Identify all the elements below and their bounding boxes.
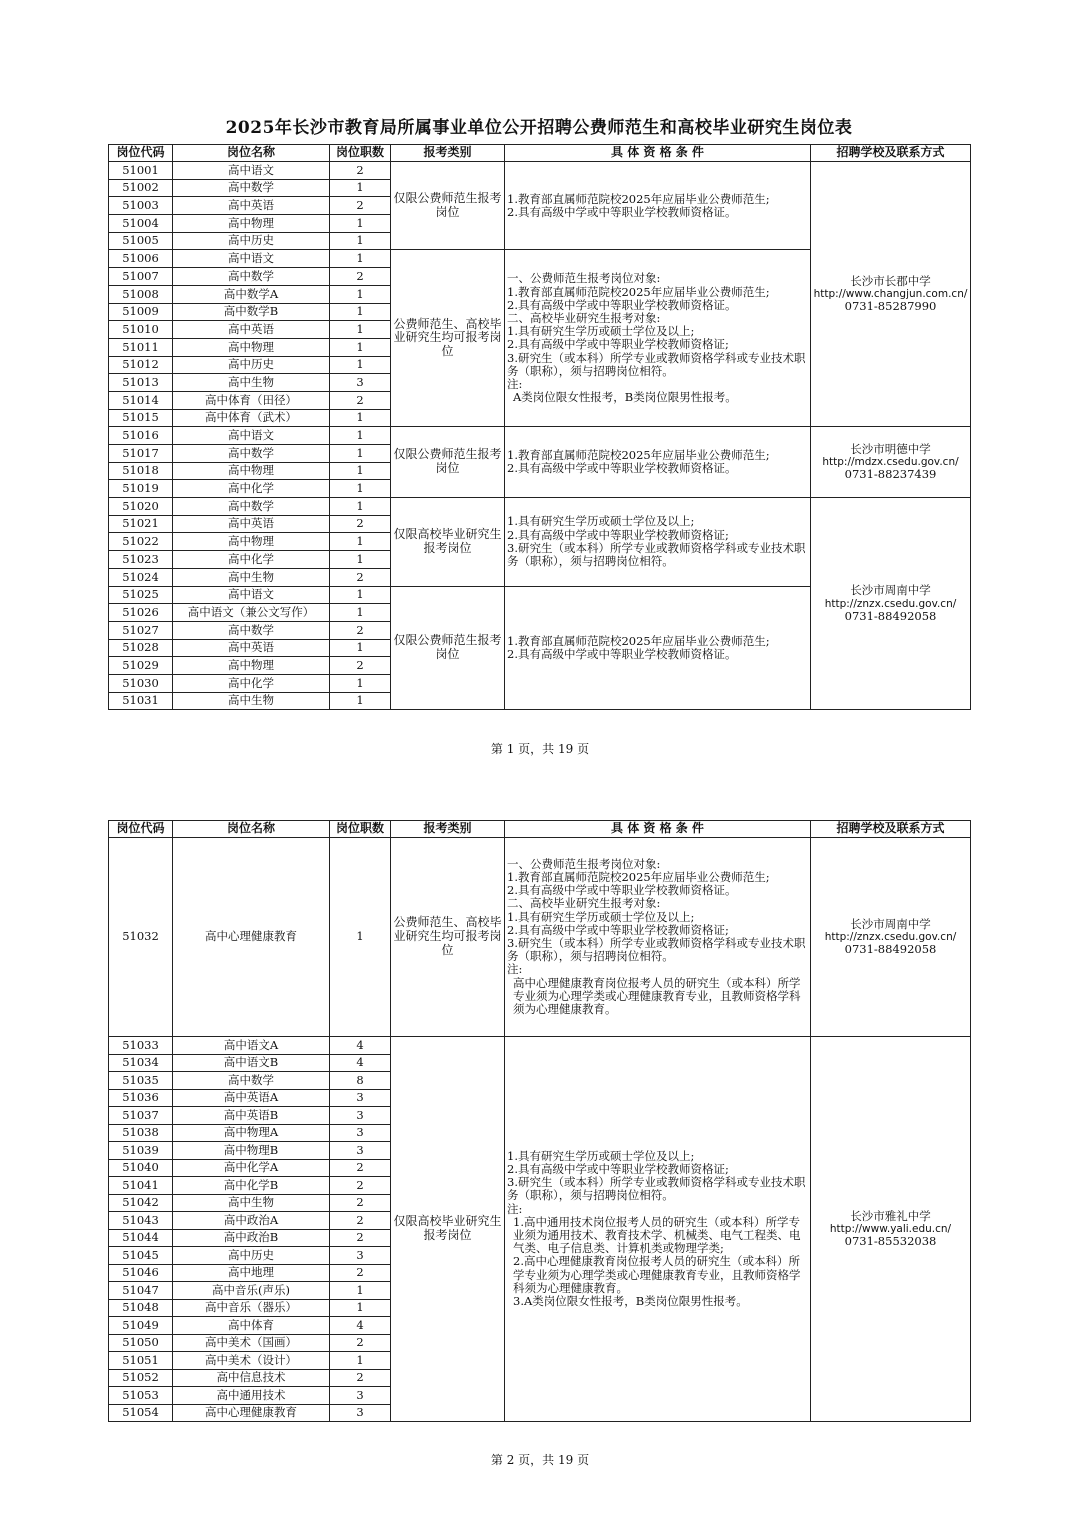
- position-count: 4: [330, 1037, 391, 1055]
- position-count: 1: [330, 179, 391, 197]
- position-count: 2: [330, 162, 391, 180]
- position-table-page-2: [108, 820, 971, 1422]
- position-code: 51005: [109, 232, 173, 250]
- position-count: 2: [330, 657, 391, 675]
- position-count: 1: [330, 285, 391, 303]
- position-name: 高中语文: [173, 586, 330, 604]
- position-name: 高中通用技术: [173, 1387, 330, 1405]
- position-code: 51002: [109, 179, 173, 197]
- position-table-page-1: [108, 144, 971, 710]
- requirement-line: 注:: [507, 377, 523, 392]
- position-code: 51031: [109, 692, 173, 710]
- position-name: 高中物理: [173, 338, 330, 356]
- header-category: 报考类别: [391, 145, 505, 162]
- position-count: 1: [330, 1352, 391, 1370]
- requirement-line: A类岗位限女性报考，B类岗位限男性报考。: [513, 390, 737, 405]
- position-code: 51032: [109, 838, 173, 1037]
- requirements-cell: [505, 427, 811, 498]
- position-code: 51033: [109, 1037, 173, 1055]
- position-count: 2: [330, 1212, 391, 1230]
- school-phone: 0731-88492058: [844, 608, 937, 623]
- position-name: 高中数学A: [173, 285, 330, 303]
- table-header-row: [109, 821, 971, 838]
- page-footer-2: 第 2 页，共 19 页: [490, 1453, 590, 1467]
- contact-cell: [811, 162, 971, 427]
- position-name: 高中物理: [173, 462, 330, 480]
- position-name: 高中数学: [173, 621, 330, 639]
- position-name: 高中生物: [173, 692, 330, 710]
- school-name: 长沙市明德中学: [850, 441, 931, 456]
- position-name: 高中信息技术: [173, 1369, 330, 1387]
- category-cell: 公费师范生、高校毕业研究生均可报考岗位: [391, 838, 505, 1037]
- position-count: 1: [330, 498, 391, 516]
- position-name: 高中数学: [173, 268, 330, 286]
- school-name: 长沙市长郡中学: [850, 273, 931, 288]
- position-code: 51004: [109, 215, 173, 233]
- position-name: 高中政治B: [173, 1229, 330, 1247]
- position-count: 1: [330, 1282, 391, 1300]
- requirement-line: 2.具有高级中学或中等职业学校教师资格证。: [507, 297, 737, 312]
- requirement-line: 2.具有高级中学或中等职业学校教师资格证。: [507, 646, 737, 661]
- header-name: 岗位名称: [173, 821, 330, 838]
- school-phone: 0731-85287990: [844, 299, 937, 314]
- position-code: 51016: [109, 427, 173, 445]
- position-name: 高中数学: [173, 498, 330, 516]
- position-count: 3: [330, 1142, 391, 1160]
- position-count: 3: [330, 1124, 391, 1142]
- requirements-cell: [505, 250, 811, 427]
- position-count: 1: [330, 338, 391, 356]
- table-row: [109, 427, 971, 445]
- contact-cell: [811, 1037, 971, 1422]
- position-code: 51001: [109, 162, 173, 180]
- position-count: 1: [330, 215, 391, 233]
- header-count: 岗位职数: [330, 145, 391, 162]
- requirement-line: 1.具有研究生学历或硕士学位及以上;: [507, 909, 695, 924]
- position-code: 51003: [109, 197, 173, 215]
- position-count: 3: [330, 1247, 391, 1265]
- position-code: 51006: [109, 250, 173, 268]
- position-count: 1: [330, 586, 391, 604]
- position-name: 高中生物: [173, 1194, 330, 1212]
- position-name: 高中体育（武术）: [173, 409, 330, 427]
- requirement-line: 2.高中心理健康教育岗位报考人员的研究生（或本科）所学专业须为心理学类或心理健康教育专业，且教师资格学科须为心理健康教育。: [513, 1254, 801, 1295]
- position-count: 1: [330, 674, 391, 692]
- requirement-line: 1.高中通用技术岗位报考人员的研究生（或本科）所学专业须为通用技术、教育技术学、机械类、电气工程类、电气类、电子信息类、计算机类或物理学类;: [513, 1214, 801, 1256]
- requirement-line: 1.教育部直属师范院校2025年应届毕业公费师范生;: [507, 191, 770, 206]
- position-count: 1: [330, 480, 391, 498]
- position-code: 51027: [109, 621, 173, 639]
- position-name: 高中化学: [173, 480, 330, 498]
- header-category: 报考类别: [391, 821, 505, 838]
- position-code: 51046: [109, 1264, 173, 1282]
- position-count: 1: [330, 427, 391, 445]
- position-name: 高中语文: [173, 162, 330, 180]
- position-count: 1: [330, 838, 391, 1037]
- requirement-line: 注:: [507, 1201, 523, 1216]
- position-code: 51051: [109, 1352, 173, 1370]
- position-count: 1: [330, 445, 391, 463]
- position-name: 高中地理: [173, 1264, 330, 1282]
- requirement-line: 2.具有高级中学或中等职业学校教师资格证;: [507, 922, 729, 937]
- position-name: 高中物理: [173, 533, 330, 551]
- page-title: 2025年长沙市教育局所属事业单位公开招聘公费师范生和高校毕业研究生岗位表: [225, 118, 853, 138]
- position-name: 高中英语: [173, 515, 330, 533]
- position-count: 2: [330, 568, 391, 586]
- position-count: 2: [330, 197, 391, 215]
- position-count: 1: [330, 462, 391, 480]
- requirement-line: 1.具有研究生学历或硕士学位及以上;: [507, 514, 695, 529]
- position-name: 高中音乐(声乐): [173, 1282, 330, 1300]
- position-code: 51009: [109, 303, 173, 321]
- position-name: 高中历史: [173, 1247, 330, 1265]
- position-code: 51049: [109, 1317, 173, 1335]
- position-name: 高中化学A: [173, 1159, 330, 1177]
- position-count: 2: [330, 515, 391, 533]
- position-code: 51023: [109, 551, 173, 569]
- position-count: 2: [330, 1159, 391, 1177]
- position-name: 高中心理健康教育: [173, 838, 330, 1037]
- position-count: 1: [330, 639, 391, 657]
- position-code: 51052: [109, 1369, 173, 1387]
- position-name: 高中音乐（器乐）: [173, 1299, 330, 1317]
- requirements-cell: [505, 586, 811, 710]
- school-url: http://www.changjun.com.cn/: [813, 288, 968, 301]
- table-row: [109, 162, 971, 180]
- requirements-cell: [505, 1037, 811, 1422]
- school-url: http://znzx.csedu.gov.cn/: [824, 930, 957, 943]
- position-name: 高中美术（国画）: [173, 1334, 330, 1352]
- requirement-line: 1.教育部直属师范院校2025年应届毕业公费师范生;: [507, 447, 770, 462]
- position-code: 51022: [109, 533, 173, 551]
- requirement-line: 一、公费师范生报考岗位对象:: [507, 856, 661, 871]
- position-name: 高中数学: [173, 1072, 330, 1090]
- school-name: 长沙市周南中学: [850, 583, 931, 598]
- school-phone: 0731-85532038: [844, 1234, 937, 1249]
- school-url: http://znzx.csedu.gov.cn/: [824, 597, 957, 610]
- requirement-line: 2.具有高级中学或中等职业学校教师资格证;: [507, 337, 729, 352]
- position-code: 51026: [109, 604, 173, 622]
- requirement-line: 3.研究生（或本科）所学专业或教师资格学科或专业技术职务（职称），须与招聘岗位相符。: [507, 936, 806, 964]
- position-code: 51021: [109, 515, 173, 533]
- position-code: 51039: [109, 1142, 173, 1160]
- school-name: 长沙市周南中学: [850, 916, 931, 931]
- position-code: 51034: [109, 1054, 173, 1072]
- requirement-line: 注:: [507, 962, 523, 977]
- position-code: 51019: [109, 480, 173, 498]
- position-name: 高中物理B: [173, 1142, 330, 1160]
- requirement-line: 1.具有研究生学历或硕士学位及以上;: [507, 324, 695, 339]
- position-code: 51035: [109, 1072, 173, 1090]
- position-code: 51013: [109, 374, 173, 392]
- requirement-line: 2.具有高级中学或中等职业学校教师资格证;: [507, 527, 729, 542]
- school-url: http://mdzx.csedu.gov.cn/: [822, 456, 959, 469]
- position-name: 高中英语: [173, 639, 330, 657]
- requirement-line: 一、公费师范生报考岗位对象:: [507, 271, 661, 286]
- position-name: 高中物理: [173, 657, 330, 675]
- header-code: 岗位代码: [109, 821, 173, 838]
- table-row: [109, 498, 971, 516]
- requirement-line: 高中心理健康教育岗位报考人员的研究生（或本科）所学专业须为心理学类或心理健康教育专业，且教师资格学科须为心理健康教育。: [513, 975, 801, 1017]
- position-count: 1: [330, 250, 391, 268]
- contact-cell: [811, 838, 971, 1037]
- position-count: 1: [330, 604, 391, 622]
- position-name: 高中语文: [173, 250, 330, 268]
- position-code: 51053: [109, 1387, 173, 1405]
- requirement-line: 3.研究生（或本科）所学专业或教师资格学科或专业技术职务（职称），须与招聘岗位相符。: [507, 350, 806, 378]
- position-name: 高中心理健康教育: [173, 1404, 330, 1422]
- contact-cell: [811, 498, 971, 710]
- position-name: 高中数学B: [173, 303, 330, 321]
- position-name: 高中英语A: [173, 1089, 330, 1107]
- position-count: 3: [330, 1107, 391, 1125]
- position-code: 51017: [109, 445, 173, 463]
- requirement-line: 二、高校毕业研究生报考对象:: [507, 310, 661, 325]
- requirement-line: 2.具有高级中学或中等职业学校教师资格证。: [507, 883, 737, 898]
- requirement-line: 1.具有研究生学历或硕士学位及以上;: [507, 1148, 695, 1163]
- position-code: 51038: [109, 1124, 173, 1142]
- position-code: 51043: [109, 1212, 173, 1230]
- header-code: 岗位代码: [109, 145, 173, 162]
- position-count: 1: [330, 321, 391, 339]
- position-count: 1: [330, 551, 391, 569]
- position-count: 2: [330, 1369, 391, 1387]
- category-cell: 仅限高校毕业研究生报考岗位: [391, 498, 505, 586]
- position-code: 51047: [109, 1282, 173, 1300]
- position-name: 高中生物: [173, 374, 330, 392]
- position-name: 高中语文: [173, 427, 330, 445]
- category-cell: 仅限公费师范生报考岗位: [391, 162, 505, 250]
- position-count: 2: [330, 1229, 391, 1247]
- position-count: 3: [330, 1387, 391, 1405]
- requirement-line: 2.具有高级中学或中等职业学校教师资格证。: [507, 204, 737, 219]
- school-phone: 0731-88492058: [844, 942, 937, 957]
- school-phone: 0731-88237439: [844, 467, 937, 482]
- position-count: 1: [330, 409, 391, 427]
- position-count: 2: [330, 268, 391, 286]
- position-code: 51024: [109, 568, 173, 586]
- table-header-row: [109, 145, 971, 162]
- requirement-line: 3.A类岗位限女性报考，B类岗位限男性报考。: [513, 1294, 748, 1309]
- position-name: 高中语文A: [173, 1037, 330, 1055]
- requirements-cell: [505, 498, 811, 586]
- position-count: 3: [330, 374, 391, 392]
- requirement-line: 二、高校毕业研究生报考对象:: [507, 896, 661, 911]
- position-count: 3: [330, 1089, 391, 1107]
- position-count: 4: [330, 1317, 391, 1335]
- position-code: 51050: [109, 1334, 173, 1352]
- header-requirements: 具 体 资 格 条 件: [505, 145, 811, 162]
- position-code: 51008: [109, 285, 173, 303]
- category-cell: 仅限公费师范生报考岗位: [391, 586, 505, 710]
- position-count: 1: [330, 232, 391, 250]
- position-code: 51010: [109, 321, 173, 339]
- requirement-line: 2.具有高级中学或中等职业学校教师资格证;: [507, 1161, 729, 1176]
- header-requirements: 具 体 资 格 条 件: [505, 821, 811, 838]
- position-count: 1: [330, 533, 391, 551]
- position-code: 51054: [109, 1404, 173, 1422]
- position-code: 51015: [109, 409, 173, 427]
- position-code: 51029: [109, 657, 173, 675]
- table-row: [109, 1037, 971, 1055]
- position-code: 51012: [109, 356, 173, 374]
- position-name: 高中体育（田径）: [173, 391, 330, 409]
- header-contact: 招聘学校及联系方式: [811, 145, 971, 162]
- position-count: 1: [330, 1299, 391, 1317]
- position-name: 高中语文（兼公文写作）: [173, 604, 330, 622]
- requirements-cell: [505, 162, 811, 250]
- position-name: 高中化学: [173, 551, 330, 569]
- position-count: 3: [330, 1404, 391, 1422]
- header-name: 岗位名称: [173, 145, 330, 162]
- requirement-line: 1.教育部直属师范院校2025年应届毕业公费师范生;: [507, 284, 770, 299]
- position-count: 1: [330, 692, 391, 710]
- position-code: 51040: [109, 1159, 173, 1177]
- position-count: 2: [330, 391, 391, 409]
- position-name: 高中美术（设计）: [173, 1352, 330, 1370]
- requirement-line: 2.具有高级中学或中等职业学校教师资格证。: [507, 461, 737, 476]
- header-count: 岗位职数: [330, 821, 391, 838]
- position-count: 2: [330, 1334, 391, 1352]
- header-contact: 招聘学校及联系方式: [811, 821, 971, 838]
- position-name: 高中数学: [173, 445, 330, 463]
- position-name: 高中政治A: [173, 1212, 330, 1230]
- position-code: 51048: [109, 1299, 173, 1317]
- category-cell: 仅限公费师范生报考岗位: [391, 427, 505, 498]
- table-row: [109, 838, 971, 1037]
- school-url: http://www.yali.edu.cn/: [829, 1222, 952, 1235]
- position-name: 高中体育: [173, 1317, 330, 1335]
- position-count: 2: [330, 1264, 391, 1282]
- position-code: 51037: [109, 1107, 173, 1125]
- school-name: 长沙市雅礼中学: [850, 1208, 931, 1223]
- position-name: 高中英语B: [173, 1107, 330, 1125]
- contact-cell: [811, 427, 971, 498]
- requirement-line: 1.教育部直属师范院校2025年应届毕业公费师范生;: [507, 869, 770, 884]
- position-code: 51045: [109, 1247, 173, 1265]
- position-code: 51044: [109, 1229, 173, 1247]
- position-count: 1: [330, 356, 391, 374]
- position-code: 51036: [109, 1089, 173, 1107]
- position-count: 2: [330, 1177, 391, 1195]
- position-count: 2: [330, 621, 391, 639]
- position-code: 51014: [109, 391, 173, 409]
- position-name: 高中生物: [173, 568, 330, 586]
- requirements-cell: [505, 838, 811, 1037]
- position-code: 51028: [109, 639, 173, 657]
- position-name: 高中语文B: [173, 1054, 330, 1072]
- position-code: 51020: [109, 498, 173, 516]
- position-code: 51007: [109, 268, 173, 286]
- position-code: 51030: [109, 674, 173, 692]
- position-name: 高中化学: [173, 674, 330, 692]
- position-name: 高中数学: [173, 179, 330, 197]
- position-code: 51018: [109, 462, 173, 480]
- category-cell: 仅限高校毕业研究生报考岗位: [391, 1037, 505, 1422]
- position-count: 2: [330, 1194, 391, 1212]
- position-code: 51042: [109, 1194, 173, 1212]
- position-count: 4: [330, 1054, 391, 1072]
- requirement-line: 3.研究生（或本科）所学专业或教师资格学科或专业技术职务（职称），须与招聘岗位相符。: [507, 540, 806, 568]
- position-name: 高中历史: [173, 232, 330, 250]
- position-name: 高中化学B: [173, 1177, 330, 1195]
- requirement-line: 1.教育部直属师范院校2025年应届毕业公费师范生;: [507, 633, 770, 648]
- position-name: 高中物理A: [173, 1124, 330, 1142]
- position-name: 高中英语: [173, 197, 330, 215]
- position-name: 高中历史: [173, 356, 330, 374]
- category-cell: 公费师范生、高校毕业研究生均可报考岗位: [391, 250, 505, 427]
- position-name: 高中物理: [173, 215, 330, 233]
- position-name: 高中英语: [173, 321, 330, 339]
- requirement-line: 3.研究生（或本科）所学专业或教师资格学科或专业技术职务（职称），须与招聘岗位相符。: [507, 1175, 806, 1203]
- position-code: 51041: [109, 1177, 173, 1195]
- position-code: 51011: [109, 338, 173, 356]
- position-code: 51025: [109, 586, 173, 604]
- page-footer-1: 第 1 页，共 19 页: [490, 742, 590, 756]
- position-count: 1: [330, 303, 391, 321]
- position-count: 8: [330, 1072, 391, 1090]
